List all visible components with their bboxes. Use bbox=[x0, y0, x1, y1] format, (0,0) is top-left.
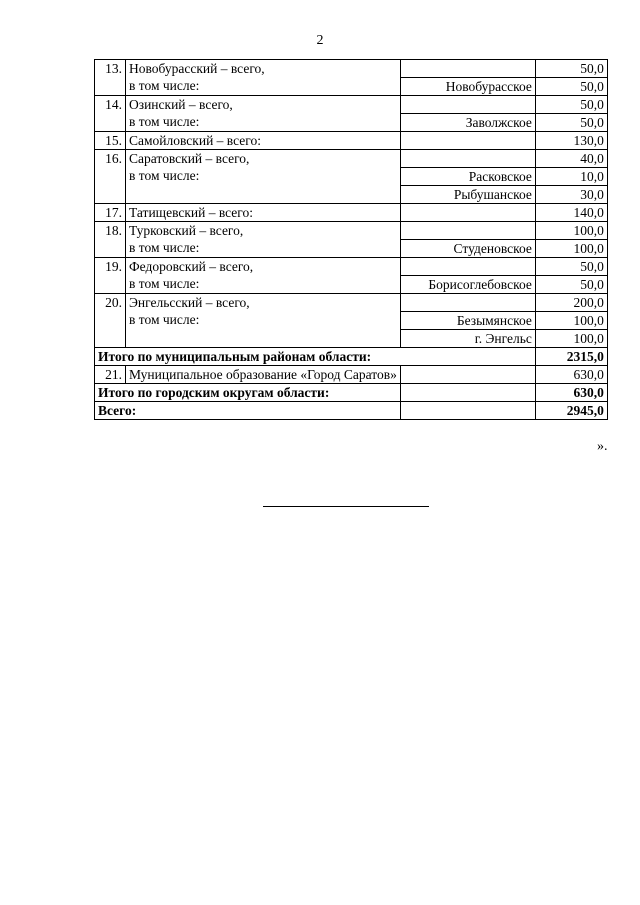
table-row bbox=[95, 204, 608, 222]
district-cell bbox=[126, 222, 401, 258]
settlement-cell bbox=[400, 96, 535, 114]
amount-cell: 40,0 bbox=[535, 150, 607, 168]
municipality-name: Муниципальное образование «Город Саратов» bbox=[126, 366, 401, 384]
district-name: Энгельсский – всего, bbox=[129, 295, 250, 310]
amount-cell: 10,0 bbox=[535, 168, 607, 186]
amount-cell: 50,0 bbox=[535, 78, 607, 96]
district-name: Турковский – всего, bbox=[129, 223, 244, 238]
table-row bbox=[95, 366, 608, 384]
table-row bbox=[95, 96, 608, 114]
amount-cell: 100,0 bbox=[535, 330, 607, 348]
settlement-name: г. Энгельс bbox=[400, 330, 535, 348]
district-cell bbox=[126, 96, 401, 132]
amount-cell: 50,0 bbox=[535, 276, 607, 294]
table-row bbox=[95, 258, 608, 276]
settlement-cell bbox=[400, 402, 535, 420]
district-name: Саратовский – всего, bbox=[129, 151, 250, 166]
table-row bbox=[95, 132, 608, 150]
grand-total-row bbox=[95, 402, 608, 420]
settlement-cell bbox=[400, 384, 535, 402]
table-row bbox=[95, 60, 608, 78]
row-number: 16. bbox=[95, 150, 126, 204]
page-number: 2 bbox=[316, 33, 324, 48]
subtotal-amount: 2315,0 bbox=[535, 348, 607, 366]
amount-cell: 50,0 bbox=[535, 96, 607, 114]
amount-cell: 200,0 bbox=[535, 294, 607, 312]
district-name: Федоровский – всего, bbox=[129, 259, 254, 274]
district-name: Новобурасский – всего, bbox=[129, 61, 265, 76]
district-cell bbox=[126, 258, 401, 294]
district-subtitle: в том числе: bbox=[129, 240, 200, 255]
closing-quote: ». bbox=[597, 439, 608, 454]
settlement-cell bbox=[400, 222, 535, 240]
amount-cell: 50,0 bbox=[535, 114, 607, 132]
row-number: 20. bbox=[95, 294, 126, 348]
row-number: 14. bbox=[95, 96, 126, 132]
district-cell bbox=[126, 294, 401, 348]
subtotal-row bbox=[95, 348, 608, 366]
district-subtitle: в том числе: bbox=[129, 168, 200, 183]
grand-total-label: Всего: bbox=[95, 402, 401, 420]
amount-cell: 100,0 bbox=[535, 240, 607, 258]
amount-cell: 50,0 bbox=[535, 60, 607, 78]
district-subtitle: в том числе: bbox=[129, 312, 200, 327]
settlement-name: Борисоглебовское bbox=[400, 276, 535, 294]
settlement-name: Новобурасское bbox=[400, 78, 535, 96]
district-cell bbox=[126, 60, 401, 96]
settlement-name: Заволжское bbox=[400, 114, 535, 132]
row-number: 21. bbox=[95, 366, 126, 384]
row-number: 19. bbox=[95, 258, 126, 294]
district-name: Озинский – всего, bbox=[129, 97, 233, 112]
settlement-cell bbox=[400, 258, 535, 276]
allocation-table bbox=[94, 59, 608, 420]
amount-cell: 30,0 bbox=[535, 186, 607, 204]
amount-cell: 140,0 bbox=[535, 204, 607, 222]
row-number: 13. bbox=[95, 60, 126, 96]
settlement-name: Безымянское bbox=[400, 312, 535, 330]
amount-cell: 130,0 bbox=[535, 132, 607, 150]
district-name: Татищевский – всего: bbox=[126, 204, 401, 222]
amount-cell: 630,0 bbox=[535, 366, 607, 384]
subtotal-label: Итого по муниципальным районам области: bbox=[95, 348, 536, 366]
table-row bbox=[95, 294, 608, 312]
settlement-name: Рыбушанское bbox=[400, 186, 535, 204]
table-row bbox=[95, 150, 608, 168]
district-name: Самойловский – всего: bbox=[126, 132, 401, 150]
subtotal-amount: 630,0 bbox=[535, 384, 607, 402]
settlement-name: Расковское bbox=[400, 168, 535, 186]
row-number: 18. bbox=[95, 222, 126, 258]
settlement-cell bbox=[400, 150, 535, 168]
row-number: 17. bbox=[95, 204, 126, 222]
table-row bbox=[95, 222, 608, 240]
subtotal-row bbox=[95, 384, 608, 402]
settlement-name: Студеновское bbox=[400, 240, 535, 258]
settlement-cell bbox=[400, 132, 535, 150]
district-subtitle: в том числе: bbox=[129, 78, 200, 93]
settlement-cell bbox=[400, 204, 535, 222]
amount-cell: 50,0 bbox=[535, 258, 607, 276]
amount-cell: 100,0 bbox=[535, 312, 607, 330]
amount-cell: 100,0 bbox=[535, 222, 607, 240]
subtotal-label: Итого по городским округам области: bbox=[95, 384, 401, 402]
settlement-cell bbox=[400, 60, 535, 78]
district-subtitle: в том числе: bbox=[129, 276, 200, 291]
end-divider-line bbox=[263, 506, 429, 507]
grand-total-amount: 2945,0 bbox=[535, 402, 607, 420]
district-cell bbox=[126, 150, 401, 204]
row-number: 15. bbox=[95, 132, 126, 150]
settlement-cell bbox=[400, 366, 535, 384]
settlement-cell bbox=[400, 294, 535, 312]
district-subtitle: в том числе: bbox=[129, 114, 200, 129]
